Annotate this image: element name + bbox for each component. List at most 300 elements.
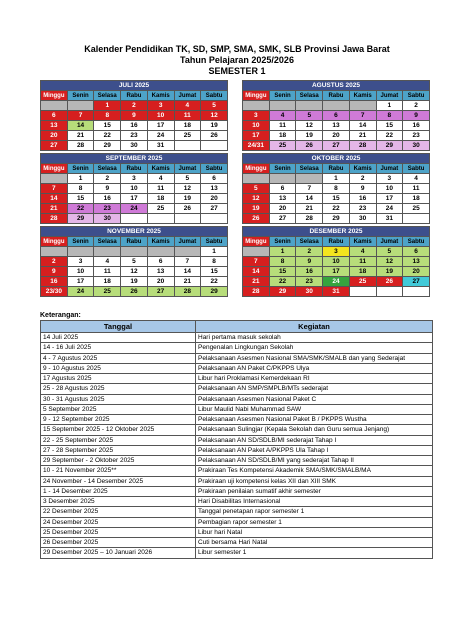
date-cell: 17 <box>323 267 350 277</box>
date-cell: 12 <box>296 121 323 131</box>
day-name: Kamis <box>147 91 174 101</box>
legend-date: 24 Desember 2025 <box>41 517 196 527</box>
date-cell: 15 <box>94 121 121 131</box>
day-name: Jumat <box>376 91 403 101</box>
date-cell: 5 <box>243 184 270 194</box>
legend-date: 14 - 16 Juli 2025 <box>41 343 196 353</box>
day-name: Selasa <box>94 164 121 174</box>
date-cell: 23/30 <box>41 287 68 297</box>
date-cell: 4 <box>94 257 121 267</box>
date-cell: 25 <box>147 204 174 214</box>
week-row <box>243 287 430 297</box>
date-cell: 11 <box>94 267 121 277</box>
date-cell: 10 <box>243 121 270 131</box>
date-cell: 14 <box>349 121 376 131</box>
date-cell: 27 <box>323 141 350 151</box>
legend-activity: Pelaksanaan Sulingjar (Kepala Sekolah dan Guru semua Jenjang) <box>196 425 433 435</box>
date-cell: 22 <box>269 277 296 287</box>
week-row <box>41 267 228 277</box>
date-cell: 24 <box>67 287 94 297</box>
day-name: Kamis <box>147 164 174 174</box>
legend-date: 5 September 2025 <box>41 404 196 414</box>
date-cell: 21 <box>41 204 68 214</box>
week-row <box>243 141 430 151</box>
legend-activity: Pelaksanaan AN SD/SDLB/MI yang sederajat Tahap II <box>196 456 433 466</box>
date-cell: 4 <box>403 174 430 184</box>
date-cell: 3 <box>67 257 94 267</box>
month-calendar <box>40 153 228 224</box>
day-name: Minggu <box>243 237 270 247</box>
date-cell: 18 <box>94 277 121 287</box>
date-cell: 6 <box>323 111 350 121</box>
date-cell: 20 <box>323 131 350 141</box>
date-cell: 26 <box>174 204 201 214</box>
date-cell <box>41 101 68 111</box>
legend-date: 9 - 12 September 2025 <box>41 415 196 425</box>
legend-activity: Pelaksanaan Asesmen Nasional Paket B / PKPPS Wustha <box>196 415 433 425</box>
week-row <box>243 204 430 214</box>
date-cell: 3 <box>121 174 148 184</box>
date-cell: 23 <box>296 277 323 287</box>
legend-row <box>41 333 433 343</box>
week-row <box>41 194 228 204</box>
date-cell <box>174 141 201 151</box>
legend-row <box>41 425 433 435</box>
date-cell: 24 <box>323 277 350 287</box>
day-name: Rabu <box>323 164 350 174</box>
legend-date: 4 - 7 Agustus 2025 <box>41 353 196 363</box>
date-cell <box>201 141 228 151</box>
week-row <box>243 277 430 287</box>
legend-date: 17 Agustus 2025 <box>41 374 196 384</box>
legend-date: 25 - 28 Agustus 2025 <box>41 384 196 394</box>
date-cell: 9 <box>349 184 376 194</box>
week-row <box>243 131 430 141</box>
date-cell: 13 <box>41 121 68 131</box>
legend-date: 26 Desember 2025 <box>41 538 196 548</box>
date-cell: 13 <box>269 194 296 204</box>
legend-row <box>41 445 433 455</box>
date-cell: 23 <box>94 204 121 214</box>
date-cell: 3 <box>147 101 174 111</box>
date-cell: 22 <box>67 204 94 214</box>
legend-activity: Pelaksanaan AN SD/SDLB/MI sederajat Tahap I <box>196 435 433 445</box>
legend-date: 14 Juli 2025 <box>41 333 196 343</box>
date-cell: 29 <box>67 214 94 224</box>
date-cell: 5 <box>201 101 228 111</box>
date-cell: 7 <box>174 257 201 267</box>
date-cell: 30 <box>296 287 323 297</box>
date-cell: 4 <box>349 247 376 257</box>
legend-caption: Keterangan: <box>40 312 81 319</box>
date-cell: 2 <box>94 174 121 184</box>
day-name: Jumat <box>174 237 201 247</box>
date-cell <box>121 247 148 257</box>
date-cell: 16 <box>296 267 323 277</box>
day-name: Minggu <box>41 237 68 247</box>
legend-row <box>41 497 433 507</box>
day-name: Jumat <box>174 164 201 174</box>
legend-activity: Pelaksanaan Asesmen Nasional Paket C <box>196 394 433 404</box>
week-row <box>41 121 228 131</box>
legend-row <box>41 466 433 476</box>
date-cell: 27 <box>403 277 430 287</box>
date-cell: 6 <box>269 184 296 194</box>
day-name: Kamis <box>349 164 376 174</box>
date-cell <box>67 247 94 257</box>
legend-row <box>41 507 433 517</box>
date-cell <box>323 101 350 111</box>
date-cell <box>243 101 270 111</box>
date-cell: 11 <box>174 111 201 121</box>
month-name: DESEMBER 2025 <box>243 227 430 237</box>
date-cell: 21 <box>349 131 376 141</box>
date-cell <box>296 174 323 184</box>
date-cell: 9 <box>121 111 148 121</box>
week-row <box>243 194 430 204</box>
legend-row <box>41 384 433 394</box>
day-name: Minggu <box>243 91 270 101</box>
day-name: Selasa <box>296 91 323 101</box>
title-line-3: SEMESTER 1 <box>208 66 266 76</box>
date-cell: 26 <box>296 141 323 151</box>
day-name: Sabtu <box>201 237 228 247</box>
legend-activity: Prakiraan uji kompetensi kelas XII dan XIII SMK <box>196 476 433 486</box>
date-cell: 6 <box>147 257 174 267</box>
date-cell: 13 <box>323 121 350 131</box>
day-name: Kamis <box>349 91 376 101</box>
month-calendar <box>242 153 430 224</box>
day-name: Selasa <box>94 237 121 247</box>
date-cell: 21 <box>296 204 323 214</box>
day-name: Sabtu <box>201 164 228 174</box>
week-row <box>41 141 228 151</box>
month-calendar <box>40 226 228 297</box>
date-cell: 1 <box>269 247 296 257</box>
date-cell: 29 <box>376 141 403 151</box>
date-cell: 21 <box>67 131 94 141</box>
legend-activity: Prakiraan penilaian sumatif akhir semester <box>196 486 433 496</box>
date-cell: 29 <box>201 287 228 297</box>
date-cell: 6 <box>403 247 430 257</box>
date-cell: 1 <box>94 101 121 111</box>
month-name: OKTOBER 2025 <box>243 154 430 164</box>
week-row <box>41 204 228 214</box>
date-cell: 28 <box>67 141 94 151</box>
day-name: Jumat <box>174 91 201 101</box>
week-row <box>243 267 430 277</box>
date-cell: 20 <box>147 277 174 287</box>
date-cell: 6 <box>41 111 68 121</box>
week-row <box>41 111 228 121</box>
date-cell: 19 <box>296 131 323 141</box>
date-cell: 19 <box>243 204 270 214</box>
day-name: Sabtu <box>403 91 430 101</box>
date-cell: 12 <box>174 184 201 194</box>
date-cell: 24 <box>121 204 148 214</box>
date-cell: 13 <box>201 184 228 194</box>
legend-date: 27 - 28 September 2025 <box>41 445 196 455</box>
date-cell <box>201 214 228 224</box>
week-row <box>41 184 228 194</box>
title-line-1: Kalender Pendidikan TK, SD, SMP, SMA, SMK, SLB Provinsi Jawa Barat <box>84 44 390 54</box>
day-name: Kamis <box>349 237 376 247</box>
date-cell: 15 <box>67 194 94 204</box>
legend-row <box>41 415 433 425</box>
legend-row <box>41 435 433 445</box>
date-cell: 17 <box>67 277 94 287</box>
date-cell: 26 <box>201 131 228 141</box>
date-cell: 29 <box>323 214 350 224</box>
legend-row <box>41 476 433 486</box>
date-cell: 20 <box>403 267 430 277</box>
date-cell: 10 <box>147 111 174 121</box>
date-cell: 28 <box>349 141 376 151</box>
date-cell <box>147 214 174 224</box>
legend-activity: Pelaksanaan AN SMP/SMPLB/MTs sederajat <box>196 384 433 394</box>
date-cell: 6 <box>201 174 228 184</box>
date-cell: 26 <box>243 214 270 224</box>
date-cell <box>41 174 68 184</box>
date-cell: 9 <box>296 257 323 267</box>
date-cell: 7 <box>296 184 323 194</box>
date-cell: 27 <box>269 214 296 224</box>
date-cell: 9 <box>41 267 68 277</box>
week-row <box>41 247 228 257</box>
date-cell: 11 <box>147 184 174 194</box>
legend-activity: Libur hari Natal <box>196 527 433 537</box>
date-cell: 7 <box>349 111 376 121</box>
date-cell: 18 <box>174 121 201 131</box>
week-row <box>243 101 430 111</box>
day-name: Minggu <box>243 164 270 174</box>
date-cell: 17 <box>121 194 148 204</box>
date-cell: 30 <box>349 214 376 224</box>
date-cell: 22 <box>94 131 121 141</box>
date-cell: 16 <box>349 194 376 204</box>
week-row <box>243 174 430 184</box>
date-cell: 12 <box>243 194 270 204</box>
date-cell: 25 <box>403 204 430 214</box>
date-cell: 7 <box>41 184 68 194</box>
date-cell: 4 <box>147 174 174 184</box>
date-cell: 18 <box>269 131 296 141</box>
legend-date: 15 September 2025 - 12 Oktober 2025 <box>41 425 196 435</box>
date-cell: 17 <box>147 121 174 131</box>
legend-activity: Pembagian rapor semester 1 <box>196 517 433 527</box>
date-cell: 11 <box>403 184 430 194</box>
date-cell: 29 <box>269 287 296 297</box>
date-cell: 5 <box>376 247 403 257</box>
date-cell: 18 <box>403 194 430 204</box>
legend-date: 3 Desember 2025 <box>41 497 196 507</box>
date-cell: 3 <box>243 111 270 121</box>
date-cell: 2 <box>121 101 148 111</box>
legend-date: 30 - 31 Agustus 2025 <box>41 394 196 404</box>
date-cell: 15 <box>376 121 403 131</box>
date-cell: 21 <box>174 277 201 287</box>
date-cell: 18 <box>349 267 376 277</box>
date-cell: 16 <box>121 121 148 131</box>
date-cell: 24/31 <box>243 141 270 151</box>
month-calendar <box>242 80 430 151</box>
date-cell: 27 <box>201 204 228 214</box>
date-cell: 22 <box>323 204 350 214</box>
date-cell: 13 <box>403 257 430 267</box>
date-cell: 8 <box>323 184 350 194</box>
date-cell: 8 <box>201 257 228 267</box>
date-cell: 1 <box>323 174 350 184</box>
date-cell: 2 <box>403 101 430 111</box>
day-name: Selasa <box>296 164 323 174</box>
week-row <box>41 101 228 111</box>
date-cell: 1 <box>67 174 94 184</box>
legend-activity: Hari Disabilitas Internasional <box>196 497 433 507</box>
day-name: Sabtu <box>201 91 228 101</box>
legend-row <box>41 456 433 466</box>
date-cell: 15 <box>201 267 228 277</box>
date-cell: 15 <box>323 194 350 204</box>
date-cell <box>376 287 403 297</box>
legend-row <box>41 538 433 548</box>
day-name: Selasa <box>296 237 323 247</box>
date-cell: 22 <box>201 277 228 287</box>
week-row <box>243 257 430 267</box>
date-cell <box>296 101 323 111</box>
day-name: Jumat <box>376 164 403 174</box>
day-name: Minggu <box>41 91 68 101</box>
date-cell: 16 <box>94 194 121 204</box>
date-cell: 10 <box>121 184 148 194</box>
date-cell: 7 <box>243 257 270 267</box>
legend-activity: Pelaksanaan Asesmen Nasional SMA/SMK/SMALB dan yang Sederajat <box>196 353 433 363</box>
date-cell <box>67 101 94 111</box>
date-cell: 8 <box>376 111 403 121</box>
date-cell: 20 <box>41 131 68 141</box>
day-name: Jumat <box>376 237 403 247</box>
week-row <box>41 131 228 141</box>
legend-date: 25 Desember 2025 <box>41 527 196 537</box>
month-name: SEPTEMBER 2025 <box>41 154 228 164</box>
date-cell: 1 <box>376 101 403 111</box>
date-cell: 23 <box>403 131 430 141</box>
date-cell: 14 <box>174 267 201 277</box>
date-cell: 14 <box>296 194 323 204</box>
date-cell: 12 <box>376 257 403 267</box>
date-cell: 14 <box>67 121 94 131</box>
date-cell: 8 <box>94 111 121 121</box>
date-cell: 27 <box>41 141 68 151</box>
legend-activity: Pelaksanaan AN Paket C/PKPPS Ulya <box>196 363 433 373</box>
legend-activity: Libur hari Proklamasi Kemerdekaan RI <box>196 374 433 384</box>
date-cell: 16 <box>403 121 430 131</box>
date-cell <box>174 214 201 224</box>
legend-row <box>41 527 433 537</box>
date-cell: 10 <box>376 184 403 194</box>
date-cell: 1 <box>201 247 228 257</box>
week-row <box>243 247 430 257</box>
date-cell <box>41 247 68 257</box>
legend-date: 1 - 14 Desember 2025 <box>41 486 196 496</box>
legend-row <box>41 394 433 404</box>
date-cell: 10 <box>323 257 350 267</box>
week-row <box>41 287 228 297</box>
date-cell <box>269 101 296 111</box>
date-cell: 28 <box>296 214 323 224</box>
month-calendar <box>242 226 430 297</box>
month-name: AGUSTUS 2025 <box>243 81 430 91</box>
legend-row <box>41 404 433 414</box>
day-name: Rabu <box>121 164 148 174</box>
month-calendar <box>40 80 228 151</box>
date-cell <box>403 214 430 224</box>
date-cell: 23 <box>349 204 376 214</box>
date-cell: 30 <box>94 214 121 224</box>
date-cell: 11 <box>349 257 376 267</box>
date-cell: 8 <box>67 184 94 194</box>
legend-date: 10 - 21 November 2025** <box>41 466 196 476</box>
day-name: Sabtu <box>403 237 430 247</box>
date-cell <box>349 101 376 111</box>
date-cell: 15 <box>269 267 296 277</box>
day-name: Rabu <box>323 91 350 101</box>
legend-row <box>41 353 433 363</box>
date-cell <box>174 247 201 257</box>
date-cell: 24 <box>376 204 403 214</box>
date-cell: 2 <box>349 174 376 184</box>
date-cell <box>94 247 121 257</box>
date-cell: 20 <box>201 194 228 204</box>
date-cell: 5 <box>174 174 201 184</box>
legend-activity: Cuti bersama Hari Natal <box>196 538 433 548</box>
legend-row <box>41 517 433 527</box>
legend-activity: Prakiraan Tes Kompetensi Akademik SMA/SMK/SMALB/MA <box>196 466 433 476</box>
date-cell: 25 <box>349 277 376 287</box>
legend-row <box>41 486 433 496</box>
date-cell: 18 <box>147 194 174 204</box>
month-name: NOVEMBER 2025 <box>41 227 228 237</box>
date-cell: 30 <box>403 141 430 151</box>
date-cell: 31 <box>376 214 403 224</box>
legend-header-date: Tanggal <box>41 321 196 333</box>
date-cell: 23 <box>121 131 148 141</box>
date-cell: 31 <box>323 287 350 297</box>
day-name: Senin <box>269 237 296 247</box>
date-cell: 29 <box>94 141 121 151</box>
legend-table <box>40 320 433 559</box>
title-line-2: Tahun Pelajaran 2025/2026 <box>180 55 294 65</box>
date-cell: 4 <box>174 101 201 111</box>
date-cell: 17 <box>243 131 270 141</box>
date-cell: 13 <box>147 267 174 277</box>
date-cell: 28 <box>243 287 270 297</box>
date-cell: 8 <box>269 257 296 267</box>
legend-date: 22 Desember 2025 <box>41 507 196 517</box>
date-cell: 17 <box>376 194 403 204</box>
legend-date: 22 - 25 September 2025 <box>41 435 196 445</box>
legend-row <box>41 548 433 558</box>
date-cell <box>243 247 270 257</box>
legend-activity: Pengenalan Lingkungan Sekolah <box>196 343 433 353</box>
date-cell: 24 <box>147 131 174 141</box>
date-cell <box>349 287 376 297</box>
legend-date: 29 Desember 2025 – 10 Januari 2026 <box>41 548 196 558</box>
day-name: Senin <box>67 164 94 174</box>
week-row <box>243 184 430 194</box>
date-cell: 12 <box>201 111 228 121</box>
date-cell <box>147 247 174 257</box>
date-cell: 19 <box>121 277 148 287</box>
